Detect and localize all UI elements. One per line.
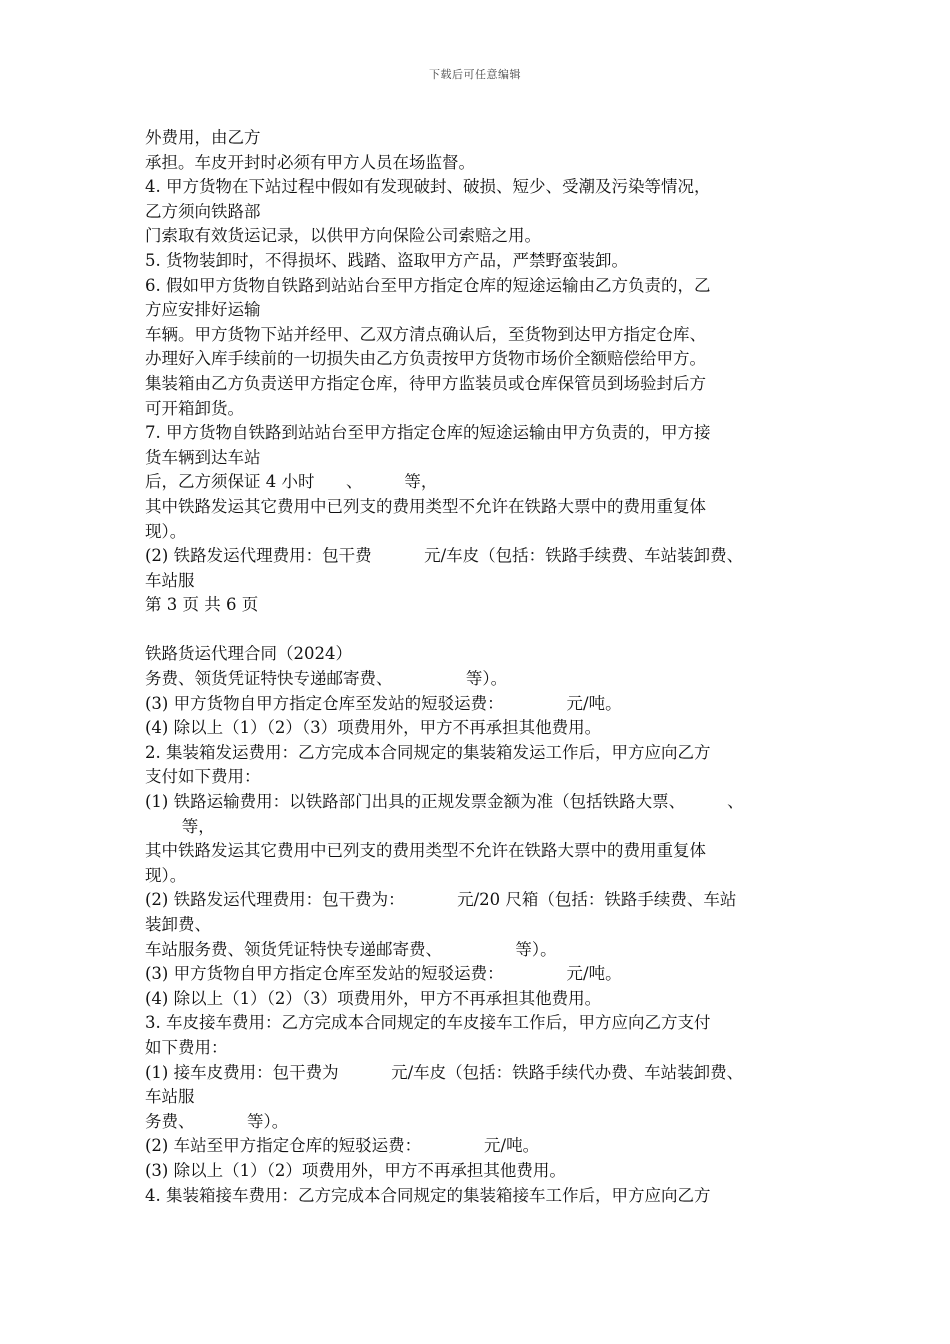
text-line: 货车辆到达车站 — [145, 447, 261, 467]
text-line: 5. 货物装卸时，不得损坏、践踏、盗取甲方产品，严禁野蛮装卸。 — [145, 250, 628, 270]
text-line: 其中铁路发运其它费用中已列支的费用类型不允许在铁路大票中的费用重复体 — [145, 841, 706, 861]
text-line: 现）。 — [145, 865, 187, 885]
text-line: 务费、领货凭证特快专递邮寄费、 等）。 — [145, 669, 508, 689]
text-line: 车站服 — [145, 1087, 195, 1107]
text-line: 乙方须向铁路部 — [145, 201, 261, 221]
text-line: (3) 除以上（1）（2）项费用外，甲方不再承担其他费用。 — [145, 1160, 566, 1180]
text-line: 7. 甲方货物自铁路到站站台至甲方指定仓库的短途运输由甲方负责的，甲方接 — [145, 423, 711, 443]
text-line: (2) 铁路发运代理费用：包干费为： 元/20 尺箱（包括：铁路手续费、车站 — [145, 890, 737, 910]
text-line: 可开箱卸货。 — [145, 398, 244, 418]
text-line: 装卸费、 — [145, 915, 211, 934]
text-line: 务费、 等）。 — [145, 1111, 289, 1131]
text-line: 车辆。甲方货物下站并经甲、乙双方清点确认后，至货物到达甲方指定仓库、 — [145, 324, 706, 344]
text-line: 门索取有效货运记录，以供甲方向保险公司索赔之用。 — [145, 226, 541, 246]
text-line: 等， — [145, 816, 215, 836]
text-line: 后，乙方须保证 4 小时 、 等， — [145, 472, 438, 492]
text-line: (2) 铁路发运代理费用：包干费 元/车皮（包括：铁路手续费、车站装卸费、 — [145, 546, 744, 566]
running-title: 铁路货运代理合同（2024） — [145, 644, 352, 664]
text-line: (3) 甲方货物自甲方指定仓库至发站的短驳运费： 元/吨。 — [145, 693, 622, 713]
page-break — [145, 618, 835, 643]
text-line: 4. 甲方货物在下站过程中假如有发现破封、破损、短少、受潮及污染等情况， — [145, 177, 711, 197]
text-line: (3) 甲方货物自甲方指定仓库至发站的短驳运费： 元/吨。 — [145, 964, 622, 984]
text-line: 车站服务费、领货凭证特快专递邮寄费、 等）。 — [145, 939, 557, 959]
text-line: 承担。车皮开封时必须有甲方人员在场监督。 — [145, 152, 475, 172]
text-line: 如下费用： — [145, 1037, 228, 1057]
text-line: 车站服 — [145, 570, 195, 590]
text-line: (2) 车站至甲方指定仓库的短驳运费： 元/吨。 — [145, 1136, 540, 1156]
text-line: 3. 车皮接车费用：乙方完成本合同规定的车皮接车工作后，甲方应向乙方支付 — [145, 1013, 711, 1033]
text-line: (4) 除以上（1）（2）（3）项费用外，甲方不再承担其他费用。 — [145, 988, 602, 1008]
text-line: 现）。 — [145, 521, 187, 541]
text-line: 6. 假如甲方货物自铁路到站站台至甲方指定仓库的短途运输由乙方负责的，乙 — [145, 275, 711, 295]
text-line: (1) 接车皮费用：包干费为 元/车皮（包括：铁路手续代办费、车站装卸费、 — [145, 1062, 744, 1082]
text-line: (1) 铁路运输费用：以铁路部门出具的正规发票金额为准（包括铁路大票、 、 — [145, 792, 744, 812]
text-line: 方应安排好运输 — [145, 300, 261, 320]
page-header: 下载后可任意编辑 — [429, 68, 521, 81]
text-line: 4. 集装箱接车费用：乙方完成本合同规定的集装箱接车工作后，甲方应向乙方 — [145, 1185, 711, 1205]
text-line: 2. 集装箱发运费用：乙方完成本合同规定的集装箱发运工作后，甲方应向乙方 — [145, 742, 711, 762]
page-number: 第 3 页 共 6 页 — [145, 595, 259, 615]
text-line: (4) 除以上（1）（2）（3）项费用外，甲方不再承担其他费用。 — [145, 718, 602, 738]
text-line: 其中铁路发运其它费用中已列支的费用类型不允许在铁路大票中的费用重复体 — [145, 496, 706, 516]
text-line: 办理好入库手续前的一切损失由乙方负责按甲方货物市场价全额赔偿给甲方。 — [145, 349, 706, 369]
document-body — [145, 126, 835, 1208]
text-line: 集装箱由乙方负责送甲方指定仓库，待甲方监装员或仓库保管员到场验封后方 — [145, 373, 706, 393]
text-line: 外费用，由乙方 — [145, 128, 261, 147]
text-line: 支付如下费用： — [145, 767, 261, 787]
